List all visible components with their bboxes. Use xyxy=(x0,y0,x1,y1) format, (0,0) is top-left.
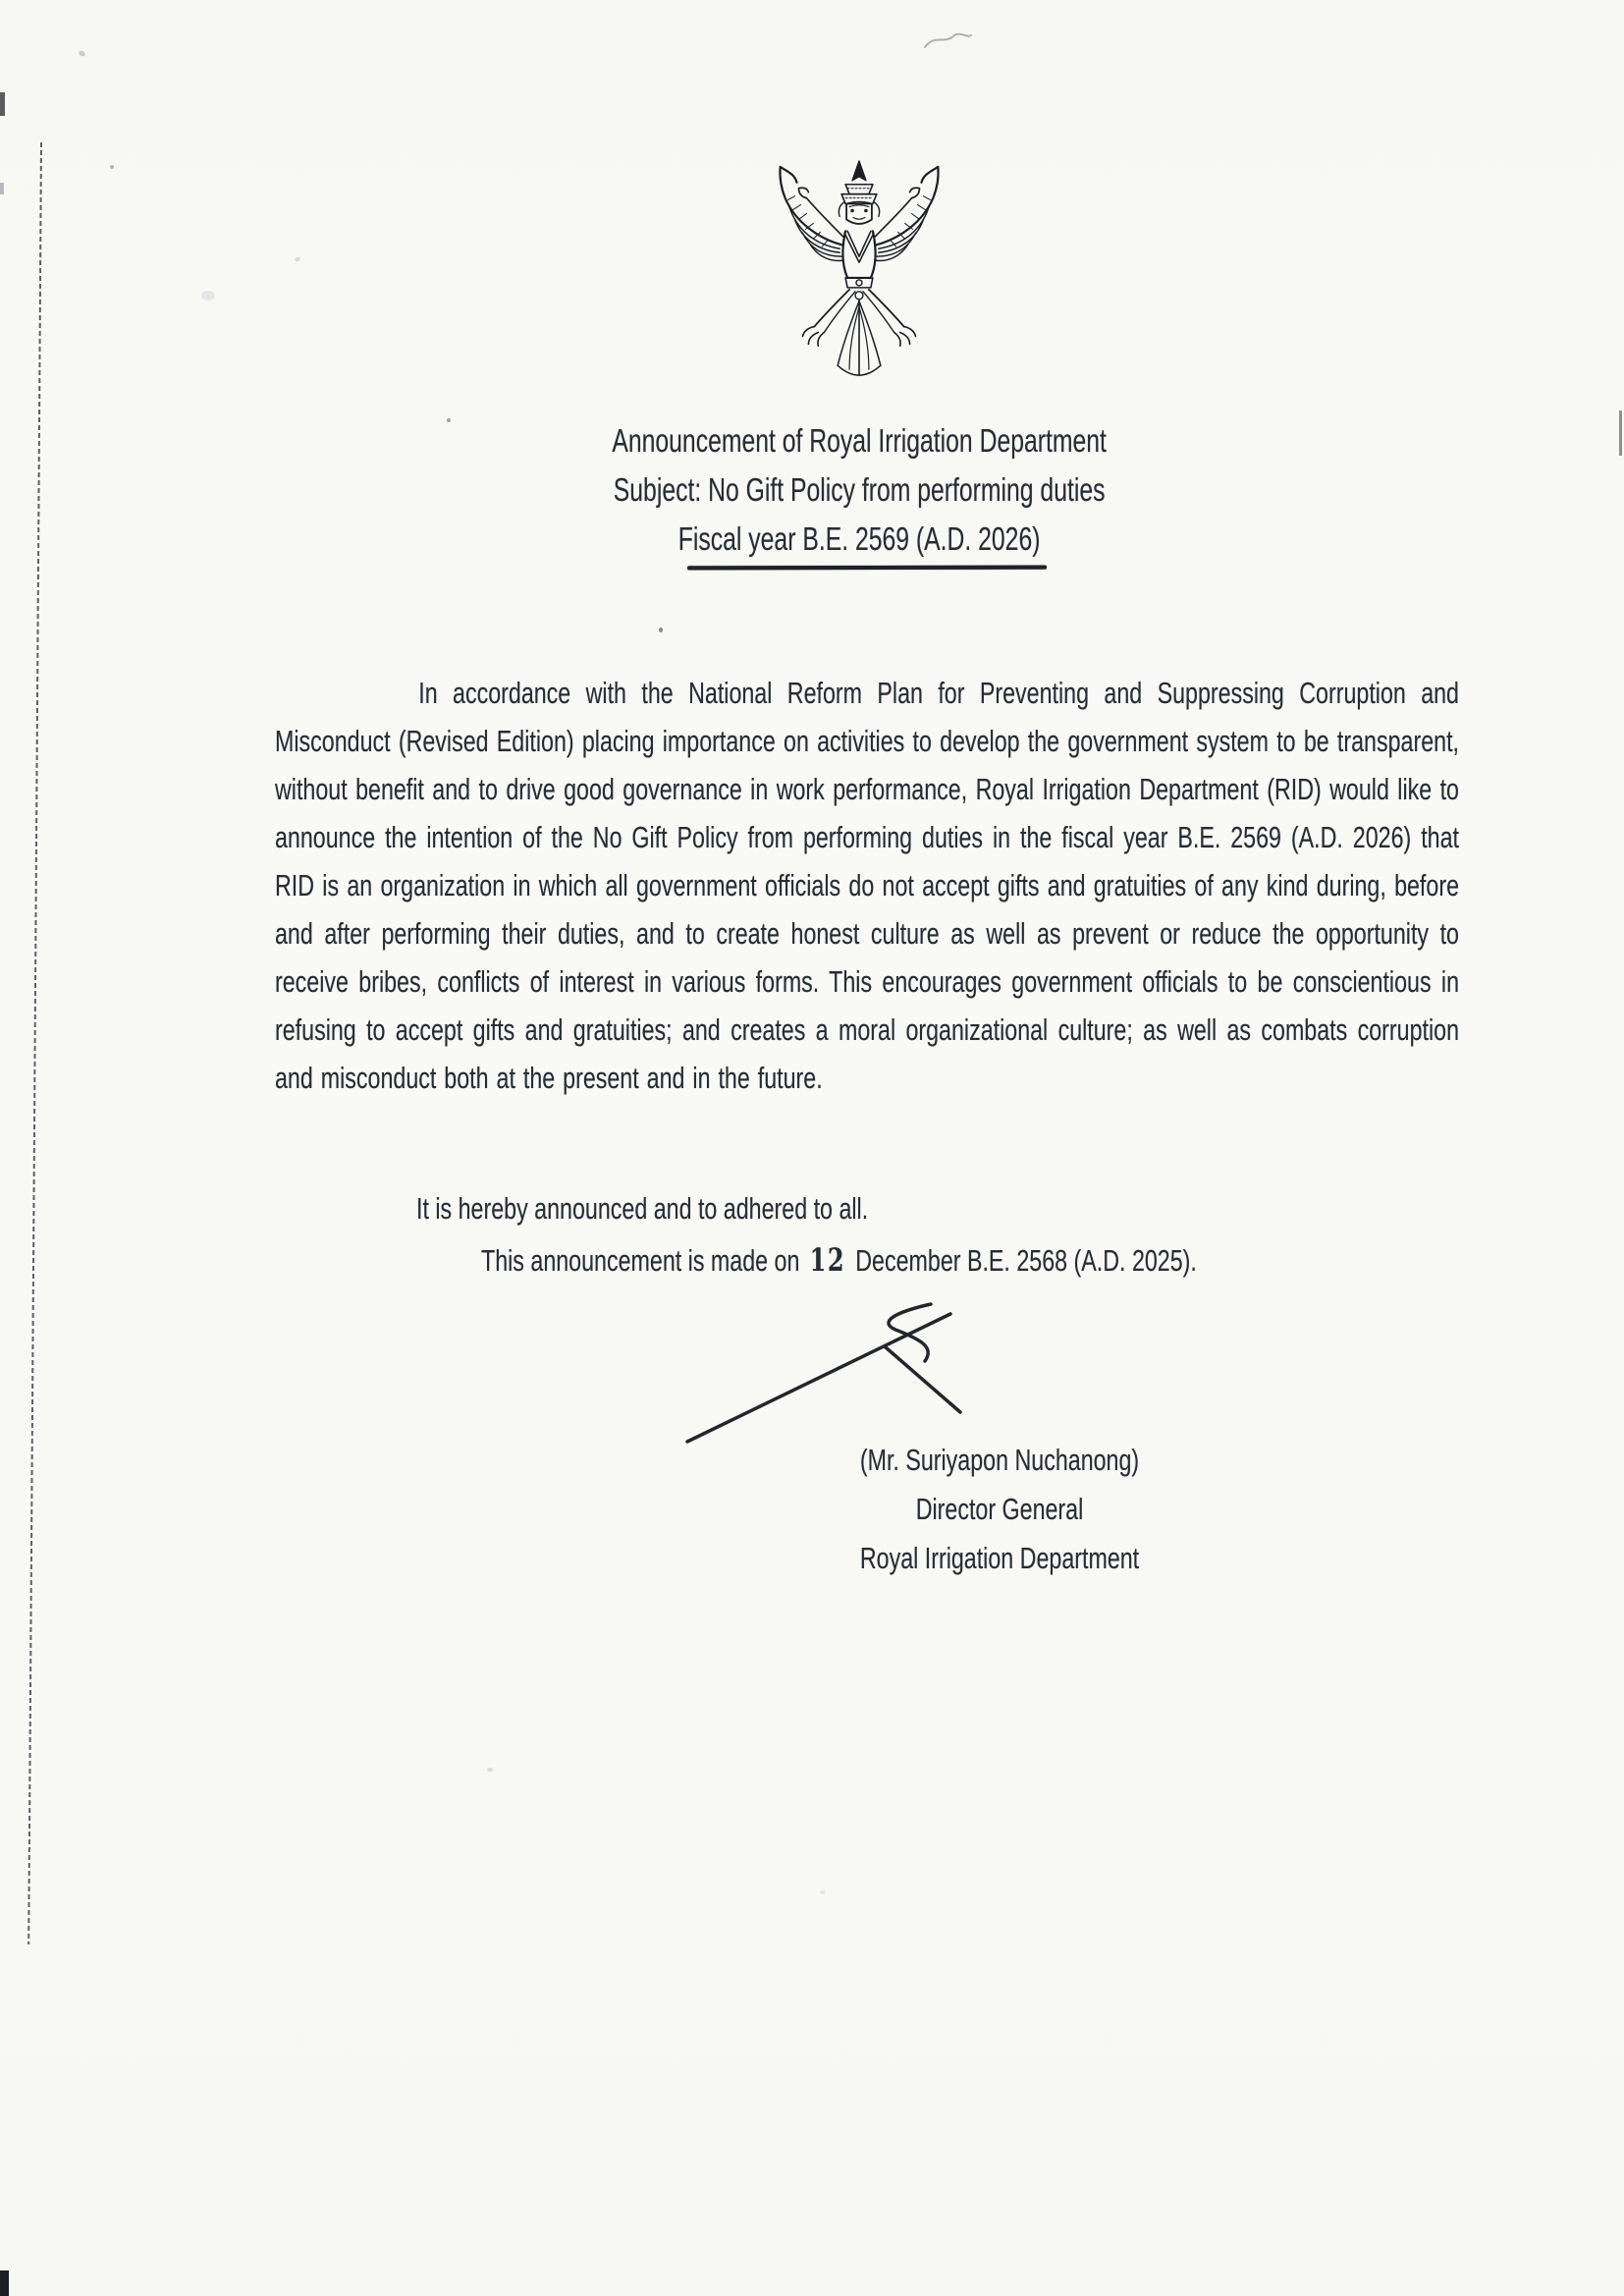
scan-speck xyxy=(201,291,215,301)
document-header xyxy=(275,416,1443,564)
scan-speck xyxy=(659,628,663,632)
document-fiscal-year: Fiscal year B.E. 2569 (A.D. 2026) xyxy=(677,520,1041,557)
scan-speck xyxy=(110,165,114,169)
scan-speck xyxy=(820,1890,825,1894)
signatory-organization: Royal Irrigation Department xyxy=(859,1541,1140,1575)
signatory-title: Director General xyxy=(915,1492,1084,1526)
date-prefix: This announcement is made on xyxy=(481,1243,800,1278)
scan-speck xyxy=(294,256,300,262)
scan-artifact-left-edge-line xyxy=(27,142,42,1944)
date-suffix: December B.E. 2568 (A.D. 2025). xyxy=(855,1243,1197,1278)
date-line xyxy=(481,1236,1512,1285)
closing-statement: It is hereby announced and to adhered to all. xyxy=(416,1191,869,1226)
scan-artifact-left-mark-faint xyxy=(0,183,4,194)
scan-artifact-bottom-corner-mark xyxy=(0,2270,9,2296)
signatory-name: (Mr. Suriyapon Nuchanong) xyxy=(859,1443,1140,1477)
document-subject: Subject: No Gift Policy from performing duties xyxy=(613,471,1106,508)
signatory-block xyxy=(746,1436,1253,1583)
document-title: Announcement of Royal Irrigation Department xyxy=(612,422,1107,459)
date-day: 12 xyxy=(809,1241,846,1279)
scan-artifact-top-squiggle xyxy=(923,29,974,55)
scan-artifact-left-mark xyxy=(0,92,5,116)
garuda-emblem-icon xyxy=(751,155,967,389)
signature-handwriting xyxy=(677,1296,972,1453)
scan-artifact-right-edge-tick xyxy=(1619,410,1622,456)
title-divider-rule xyxy=(687,566,1047,571)
scan-speck xyxy=(78,50,86,58)
body-paragraph: In accordance with the National Reform Plan for Preventing and Suppressing Corruption and Misconduct (Revised Edition) placing importance on activities to develop the government system to be transparent, without benefit and to drive good governance in work performance, Royal Irrigation Department (RID) would like to announce the intention of the No Gift Policy from performing duties in the fiscal year B.E. 2569 (A.D. 2026) that RID is an organization in which all government officials do not accept gifts and gratuities of any kind during, before and after performing their duties, and to create honest culture as well as prevent or reduce the opportunity to receive bribes, conflicts of interest in various forms. This encourages government officials to be conscientious in refusing to accept gifts and gratuities; and creates a moral organizational culture; as well as combats corruption and misconduct both at the present and in the future. xyxy=(275,676,1459,1095)
scan-speck xyxy=(487,1768,493,1772)
